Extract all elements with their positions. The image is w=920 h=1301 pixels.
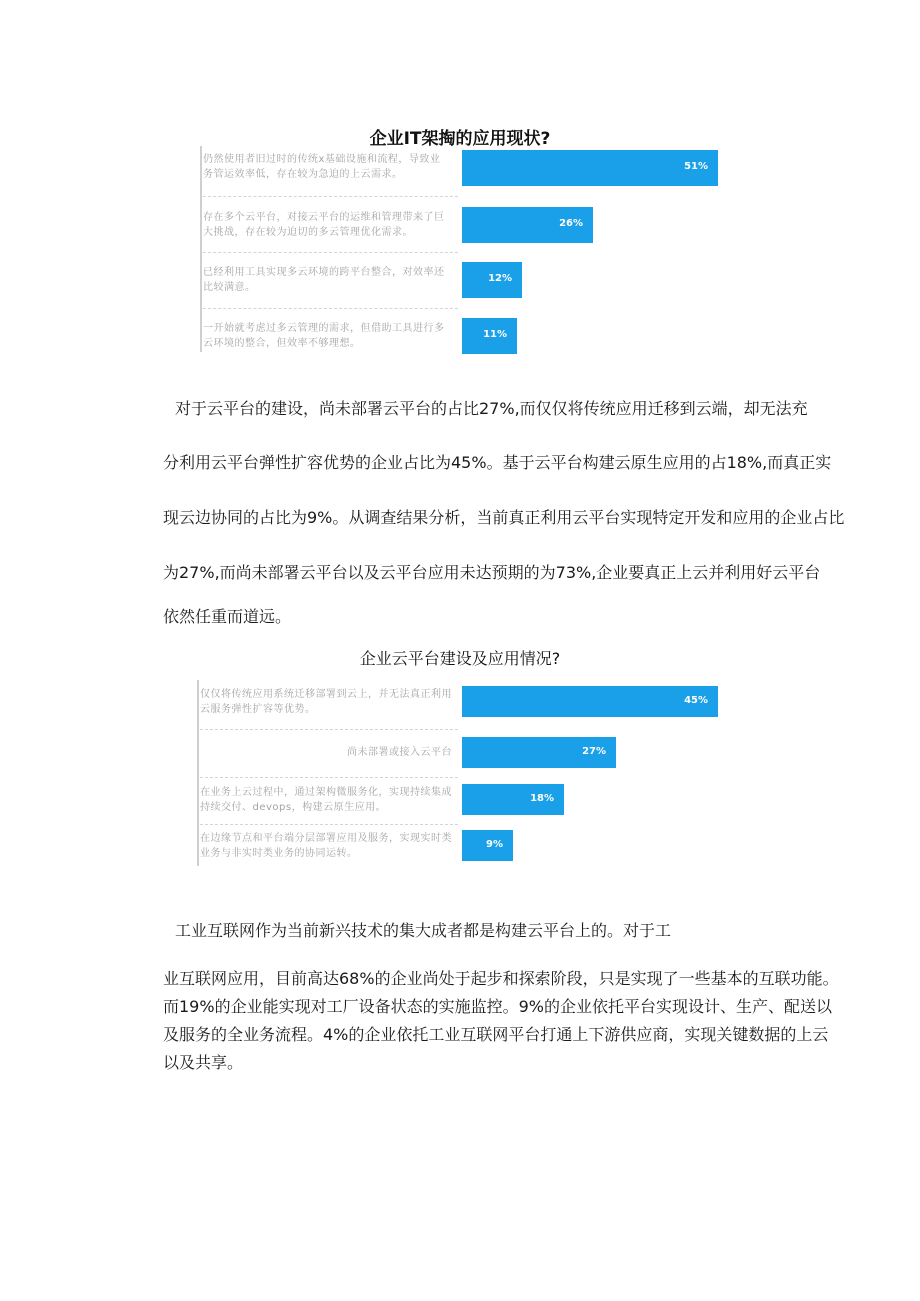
paragraph-line: 工业互联网作为当前新兴技术的集大成者都是构建云平台上的。对于工: [175, 921, 672, 940]
row-divider: [200, 729, 458, 730]
paragraph-line: 而19%的企业能实现对工厂设备状态的实施监控。9%的企业依托平台实现设计、生产、配送以: [163, 997, 832, 1016]
row-divider: [200, 777, 458, 778]
bar-value-label: 27%: [582, 745, 606, 757]
paragraph-line: 分利用云平台弹性扩容优势的企业占比为45%。基于云平台构建云原生应用的占18%,而真正实: [163, 453, 832, 472]
bar-category-label: 存在多个云平台，对接云平台的运维和管理带来了巨大挑战，存在较为迫切的多云管理优化需求。: [203, 212, 445, 238]
chart-title: 企业IT架掏的应用现状?: [369, 129, 551, 149]
bar-value-label: 12%: [488, 273, 512, 284]
bar-category-label: 一开始就考虑过多云管理的需求，但借助工具进行多云环境的整合，但效率不够理想。: [203, 323, 445, 349]
bar-value-label: 11%: [483, 329, 507, 340]
paragraph-line: 以及共享。: [163, 1053, 244, 1072]
row-divider: [203, 308, 458, 309]
paragraph-line: 业互联网应用，目前高达68%的企业尚处于起步和探索阶段，只是实现了一些基本的互联功能。: [163, 969, 839, 988]
bar-value-label: 26%: [559, 218, 583, 229]
paragraph-line: 及服务的全业务流程。4%的企业依托工业互联网平台打通上下游供应商，实现关键数据的上云: [163, 1025, 829, 1044]
axis-line: [197, 680, 199, 866]
axis-line: [200, 146, 202, 352]
paragraph-line: 对于云平台的建设，尚未部署云平台的占比27%,而仅仅将传统应用迁移到云端，却无法充: [175, 399, 808, 418]
paragraph-line: 依然任重而道远。: [163, 607, 292, 626]
bar-value-label: 51%: [684, 161, 708, 172]
chart-title: 企业云平台建设及应用情况?: [359, 649, 561, 668]
row-divider: [200, 824, 458, 825]
bar-value-label: 45%: [684, 694, 708, 706]
paragraph-line: 现云边协同的占比为9%。从调查结果分析，当前真正利用云平台实现特定开发和应用的企业占比: [163, 508, 845, 527]
bar-value-label: 18%: [530, 792, 554, 804]
bar-category-label: 在边缘节点和平台端分层部署应用及服务，实现实时类业务与非实时类业务的协同运转。: [200, 833, 452, 859]
bar-category-label: 仍然使用者旧过时的传统x基础设施和流程，导致业务管运效率低，存在较为急迫的上云需求。: [203, 154, 441, 180]
bar-category-label: 仅仅将传统应用系统迁移部署到云上，并无法真正利用云服务弹性扩容等优势。: [200, 689, 452, 715]
row-divider: [203, 252, 458, 253]
bar-category-label: 在业务上云过程中，通过架构微服务化，实现持续集成持续交付、devops，构建云原生应用。: [200, 787, 452, 813]
bar-category-label: 已经利用工具实现多云环境的跨平台整合，对效率还比较满意。: [203, 267, 445, 293]
bar-value-label: 9%: [486, 838, 503, 850]
row-divider: [203, 196, 458, 197]
paragraph-line: 为27%,而尚未部署云平台以及云平台应用未达预期的为73%,企业要真正上云并利用好云平台: [163, 563, 821, 582]
bar-category-label: 尚未部署或接入云平台: [347, 747, 452, 758]
